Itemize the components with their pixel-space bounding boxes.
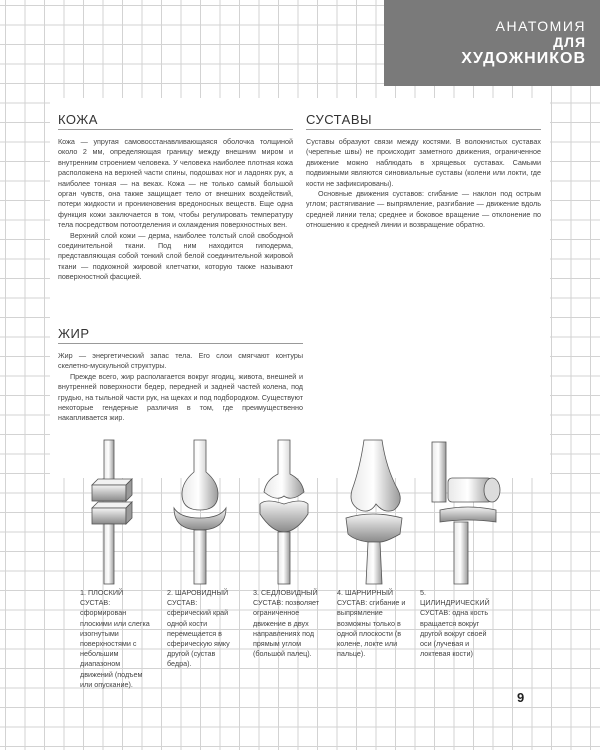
caption-ball-joint — [167, 588, 241, 670]
caption-plane-joint — [80, 588, 154, 690]
section-joints-paragraph-1: Суставы образуют связи между костями. В волокнистых суставах (черепные швы) не происходит заметного движения, ограниченное движение можно наблюдать в хрящевых суставах. Самыми подвижными являются синовиальные суставы (колени или локти, где кости не зафиксированы). — [306, 137, 541, 188]
section-fat-paragraph-2: Прежде всего, жир располагается вокруг ягодиц, живота, внешней и внутренней поверхности бедер, передней и задней частей колена, под грудью, на тыльной части рук, на щеках и под подбородком. Существуют некоторые гендерные различия в том, где преимущественно накапливается жир. — [58, 371, 303, 423]
caption-ball-joint-text: сферический край одной кости перемещается в сферическую ямку другой (сустав бедра). — [167, 608, 230, 669]
section-skin — [58, 112, 293, 283]
section-skin-title: КОЖА — [58, 112, 293, 130]
text-content-area — [50, 98, 550, 478]
caption-hinge-joint — [337, 588, 411, 659]
section-fat-paragraph-1: Жир — энергетический запас тела. Его слои смягчают контуры скелетно-мускульной структуры. — [58, 351, 303, 371]
section-skin-paragraph-2: Верхний слой кожи — дерма, наиболее толстый слой свободной соединительной ткани. Под ним находится гиподерма, представляющая собой тонкий слой белой соединительной жировой ткани — подкожной жировой клетчатки, которую также называют поверхностной фасцией. — [58, 230, 293, 282]
caption-pivot-joint — [420, 588, 494, 659]
page-number: 9 — [514, 690, 527, 705]
section-fat — [58, 326, 303, 424]
hinge-joint-drawing — [346, 440, 402, 584]
caption-pivot-joint-text: одна кость вращается вокруг другой вокруг своей оси (лучевая и локтевая кости) — [420, 608, 489, 659]
book-title-line3: ХУДОЖНИКОВ — [461, 50, 586, 67]
section-joints — [306, 112, 541, 231]
caption-saddle-joint — [253, 588, 327, 659]
caption-plane-joint-text: сформирован плоскими или слегка изогнутыми поверхностями с небольшим диапазоном движений (подъем или опускание). — [80, 608, 150, 689]
section-fat-title: ЖИР — [58, 326, 303, 344]
pivot-joint-drawing — [432, 442, 500, 584]
caption-ball-joint-title: 2. ШАРОВИДНЫЙ СУСТАВ: — [167, 588, 229, 608]
ball-and-socket-joint-drawing — [174, 440, 226, 584]
caption-saddle-joint-title: 3. СЕДЛОВИДНЫЙ СУСТАВ: — [253, 588, 318, 608]
caption-hinge-joint-title: 4. ШАРНИРНЫЙ СУСТАВ: — [337, 588, 394, 608]
book-title-line1: АНАТОМИЯ — [495, 18, 586, 34]
book-title-header — [384, 0, 600, 86]
caption-plane-joint-title: 1. ПЛОСКИЙ СУСТАВ: — [80, 588, 124, 608]
plane-joint-drawing — [92, 440, 132, 584]
caption-pivot-joint-title: 5. ЦИЛИНДРИЧЕСКИЙ СУСТАВ: — [420, 588, 490, 618]
joint-types-illustration — [70, 438, 530, 588]
section-skin-paragraph-1: Кожа — упругая самовосстанавливающаяся оболочка толщиной около 2 мм, определяющая границу между внешним миром и внутренним строением человека. У человека наиболее плотная кожа расположена на верхней части спины, подошвах ног и ладонях рук, а наиболее тонкая — на веках. Кожа — не только самый большой орган чувств, она также защищает тело от внешних воздействий, потери жидкости и проникновения вредоносных веществ. Еще одна функция кожи заключается в том, чтобы регулировать температуру тела посредством потоотделения и охлаждения поверхностных вен. — [58, 137, 293, 230]
section-joints-paragraph-2: Основные движения суставов: сгибание — наклон под острым углом; растягивание — выпрямление, разгибание — движение вдоль средней линии тела; среднее и боковое вращение — отклонение по отношению к средней линии и возвращение обратно. — [306, 189, 541, 230]
book-title-line2: ДЛЯ — [553, 34, 586, 50]
saddle-joint-drawing — [260, 440, 308, 584]
section-joints-title: СУСТАВЫ — [306, 112, 541, 130]
caption-hinge-joint-text: сгибание и выпрямление возможны только в одной плоскости (в колене, локте или пальце). — [337, 598, 406, 659]
caption-saddle-joint-text: позволяет ограниченное движение в двух направлениях под прямым углом (большой палец). — [253, 598, 320, 659]
